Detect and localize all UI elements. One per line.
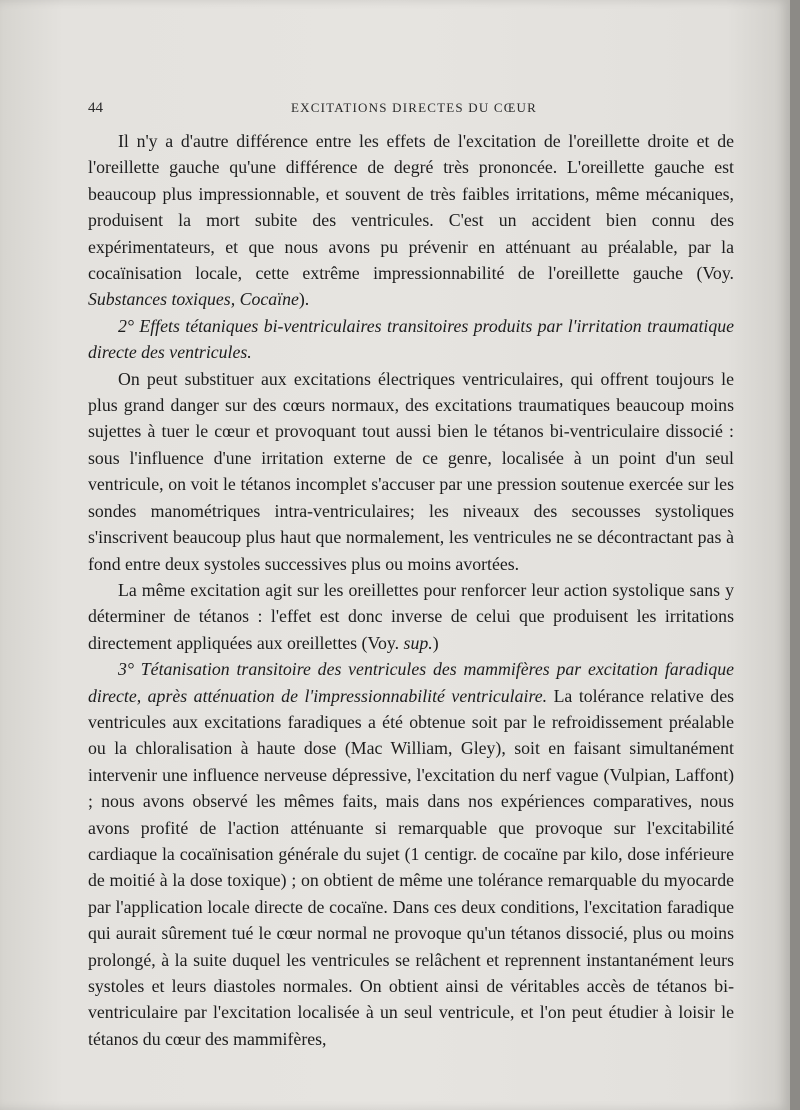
paragraph-2-heading — [88, 313, 734, 366]
section-3-title: 3° Tétanisation transitoire des ventricules des mammifères par excitation faradique directe, après atténuation de l'impressionnabilité ventriculaire. — [88, 659, 734, 706]
body-text — [88, 128, 734, 1052]
running-title: EXCITATIONS DIRECTES DU CŒUR — [291, 100, 537, 115]
paragraph-4-text: La même excitation agit sur les oreillettes pour renforcer leur action systolique sans y déterminer de tétanos : l'effet est donc inverse de celui que produisent les irritations directement appliquées aux oreillettes (Voy. — [88, 579, 734, 653]
paragraph-5-text: La tolérance relative des ventricules aux excitations faradiques a été obtenue soit par le refroidissement préalable ou la chloralisation à haute dose (Mac William, Gley), soit en faisant simultanément intervenir une influence nerveuse dépressive, l'excitation du nerf vague (Vulpian, Laffont) ; nous avons observé les mêmes faits, mais dans nos expériences comparatives, nous avons profité de l'action atténuante si remarquable que provoque sur l'excitabilité cardiaque la cocaïnisation générale du sujet (1 centigr. de cocaïne par kilo, dose inférieure de moitié à la dose toxique) ; on obtient de même une tolérance remarquable du myocarde par l'application locale directe de cocaïne. Dans ces deux conditions, l'excitation faradique qui aurait sûrement tué le cœur normal ne provoque qu'un tétanos dissocié, plus ou moins prolongé, à la suite duquel les ventricules se relâchent et reprennent instantanément leurs systoles et leurs diastoles normales. On obtient ainsi de véritables accès de tétanos bi-ventriculaire par l'excitation localisée à un seul ventricule, et l'on peut étudier à loisir le tétanos du cœur des mammifères, — [88, 685, 735, 1049]
paragraph-1-end: ). — [298, 289, 310, 310]
paragraph-1 — [88, 128, 734, 313]
section-2-title: 2° Effets tétaniques bi-ventriculaires transitoires produits par l'irritation traumatique directe des ventricules. — [88, 315, 734, 363]
paragraph-3: On peut substituer aux excitations électriques ventriculaires, qui offrent toujours le plus grand danger sur des cœurs normaux, des excitations traumatiques beaucoup moins sujettes à tuer le cœur et provoquant tout aussi bien le tétanos bi-ventriculaire dissocié : sous l'influence d'une irritation externe de ce genre, localisée à un point d'un seul ventricule, on voit le tétanos incomplet s'accuser par une pression soutenue exercée sur les sondes manométriques intra-ventriculaires; les niveaux des secousses systoliques s'inscrivent beaucoup plus haut que normalement, les ventricules ne se décontractant pas à fond entre deux systoles successives plus ou moins avortées. — [88, 368, 734, 574]
paragraph-1-text: Il n'y a d'autre différence entre les effets de l'excitation de l'oreillette droite et de l'oreillette gauche qu'une différence de degré très prononcée. L'oreillette gauche est beaucoup plus impressionnable, et souvent de très faibles irritations, même mécaniques, produisent la mort subite des ventricules. C'est un accident bien connu des expérimentateurs, et que nous avons pu prévenir en atténuant au préalable, par la cocaïnisation locale, cette extrême impressionnabilité de l'oreillette gauche (Voy. — [88, 131, 734, 284]
running-head — [88, 100, 740, 116]
paragraph-4-end: ) — [432, 632, 439, 653]
page-number: 44 — [88, 100, 103, 116]
paragraph-4-reference: sup. — [403, 632, 433, 653]
paragraph-4 — [88, 577, 734, 656]
paragraph-1-reference: Substances toxiques, Cocaïne — [88, 289, 299, 310]
paragraph-5 — [88, 656, 734, 1052]
